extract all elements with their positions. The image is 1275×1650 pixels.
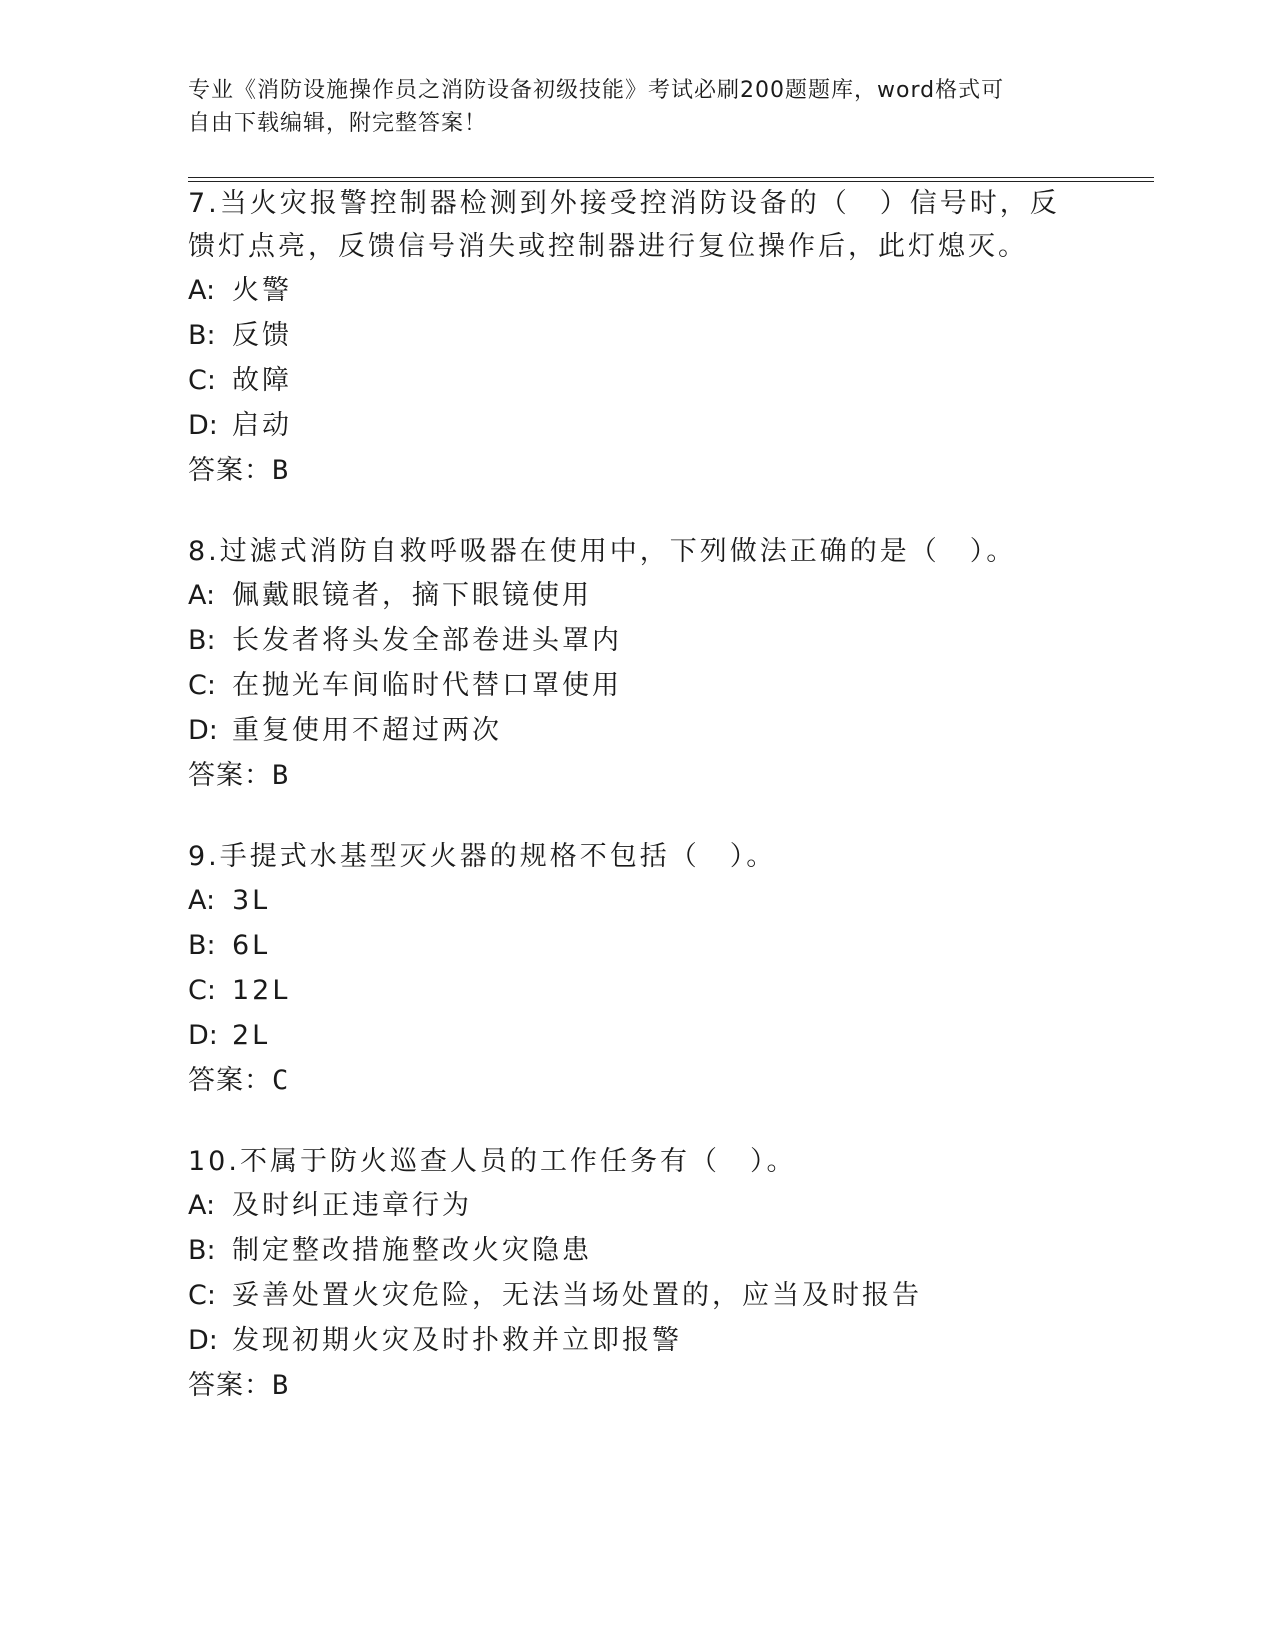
header-line-2: 自由下载编辑，附完整答案！ bbox=[188, 111, 488, 136]
document-header bbox=[188, 74, 1068, 140]
answer-value: C bbox=[272, 1065, 290, 1096]
option-d bbox=[188, 403, 1068, 448]
answer-label: 答案： bbox=[188, 1065, 272, 1096]
answer-value: B bbox=[272, 455, 290, 486]
option-letter: B: bbox=[188, 320, 216, 351]
answer-label: 答案： bbox=[188, 760, 272, 791]
question-block bbox=[188, 835, 1068, 1103]
option-text: 佩戴眼镜者，摘下眼镜使用 bbox=[232, 580, 592, 611]
question-number: 7. bbox=[188, 188, 220, 219]
question-number: 8. bbox=[188, 536, 220, 567]
question-stem: 不属于防火巡查人员的工作任务有（ ）。 bbox=[239, 1146, 797, 1177]
option-c bbox=[188, 663, 1068, 708]
answer-value: B bbox=[272, 1370, 290, 1401]
option-c bbox=[188, 358, 1068, 403]
option-d bbox=[188, 1318, 1068, 1363]
option-text: 制定整改措施整改火灾隐患 bbox=[232, 1235, 592, 1266]
option-text: 12L bbox=[232, 975, 291, 1006]
option-b bbox=[188, 618, 1068, 663]
option-letter: A: bbox=[188, 275, 216, 306]
question-block bbox=[188, 530, 1068, 798]
option-text: 重复使用不超过两次 bbox=[232, 715, 502, 746]
question-number: 9. bbox=[188, 841, 220, 872]
option-text: 妥善处置火灾危险，无法当场处置的，应当及时报告 bbox=[232, 1280, 922, 1311]
question-text bbox=[188, 530, 1068, 573]
option-text: 火警 bbox=[232, 275, 292, 306]
question-block bbox=[188, 182, 1068, 493]
option-letter: A: bbox=[188, 1190, 216, 1221]
option-a bbox=[188, 878, 1068, 923]
question-text bbox=[188, 835, 1068, 878]
option-letter: C: bbox=[188, 365, 216, 396]
option-letter: D: bbox=[188, 1325, 218, 1356]
question-text bbox=[188, 1140, 1068, 1183]
option-letter: B: bbox=[188, 625, 216, 656]
option-text: 长发者将头发全部卷进头罩内 bbox=[232, 625, 622, 656]
header-line-1: 专业《消防设施操作员之消防设备初级技能》考试必刷200题题库，word格式可 bbox=[188, 78, 1005, 103]
option-text: 及时纠正违章行为 bbox=[232, 1190, 472, 1221]
option-c bbox=[188, 1273, 1068, 1318]
question-stem: 过滤式消防自救呼吸器在使用中，下列做法正确的是（ ）。 bbox=[219, 536, 1017, 567]
option-d bbox=[188, 708, 1068, 753]
answer-line bbox=[188, 753, 1068, 798]
option-text: 在抛光车间临时代替口罩使用 bbox=[232, 670, 622, 701]
answer-line bbox=[188, 1363, 1068, 1408]
option-letter: A: bbox=[188, 580, 216, 611]
question-stem: 当火灾报警控制器检测到外接受控消防设备的（ ）信号时，反馈灯点亮，反馈信号消失或控制器进行复位操作后，此灯熄灭。 bbox=[188, 188, 1060, 262]
option-letter: D: bbox=[188, 1020, 218, 1051]
option-letter: B: bbox=[188, 1235, 216, 1266]
question-number: 10. bbox=[188, 1146, 240, 1177]
option-letter: B: bbox=[188, 930, 216, 961]
option-letter: C: bbox=[188, 975, 216, 1006]
question-text bbox=[188, 182, 1068, 268]
answer-label: 答案： bbox=[188, 455, 272, 486]
option-letter: C: bbox=[188, 670, 216, 701]
option-b bbox=[188, 923, 1068, 968]
option-text: 启动 bbox=[232, 410, 292, 441]
option-letter: A: bbox=[188, 885, 216, 916]
option-text: 故障 bbox=[232, 365, 292, 396]
header-divider-top bbox=[188, 177, 1154, 178]
option-a bbox=[188, 268, 1068, 313]
option-letter: C: bbox=[188, 1280, 216, 1311]
question-block bbox=[188, 1140, 1068, 1408]
option-text: 反馈 bbox=[232, 320, 292, 351]
answer-line bbox=[188, 448, 1068, 493]
answer-value: B bbox=[272, 760, 290, 791]
answer-line bbox=[188, 1058, 1068, 1103]
option-b bbox=[188, 1228, 1068, 1273]
option-a bbox=[188, 573, 1068, 618]
option-text: 3L bbox=[232, 885, 271, 916]
question-stem: 手提式水基型灭火器的规格不包括（ ）。 bbox=[219, 841, 777, 872]
option-text: 发现初期火灾及时扑救并立即报警 bbox=[232, 1325, 682, 1356]
option-b bbox=[188, 313, 1068, 358]
option-c bbox=[188, 968, 1068, 1013]
answer-label: 答案： bbox=[188, 1370, 272, 1401]
option-letter: D: bbox=[188, 715, 218, 746]
option-letter: D: bbox=[188, 410, 218, 441]
option-d bbox=[188, 1013, 1068, 1058]
option-text: 2L bbox=[232, 1020, 271, 1051]
option-a bbox=[188, 1183, 1068, 1228]
option-text: 6L bbox=[232, 930, 271, 961]
